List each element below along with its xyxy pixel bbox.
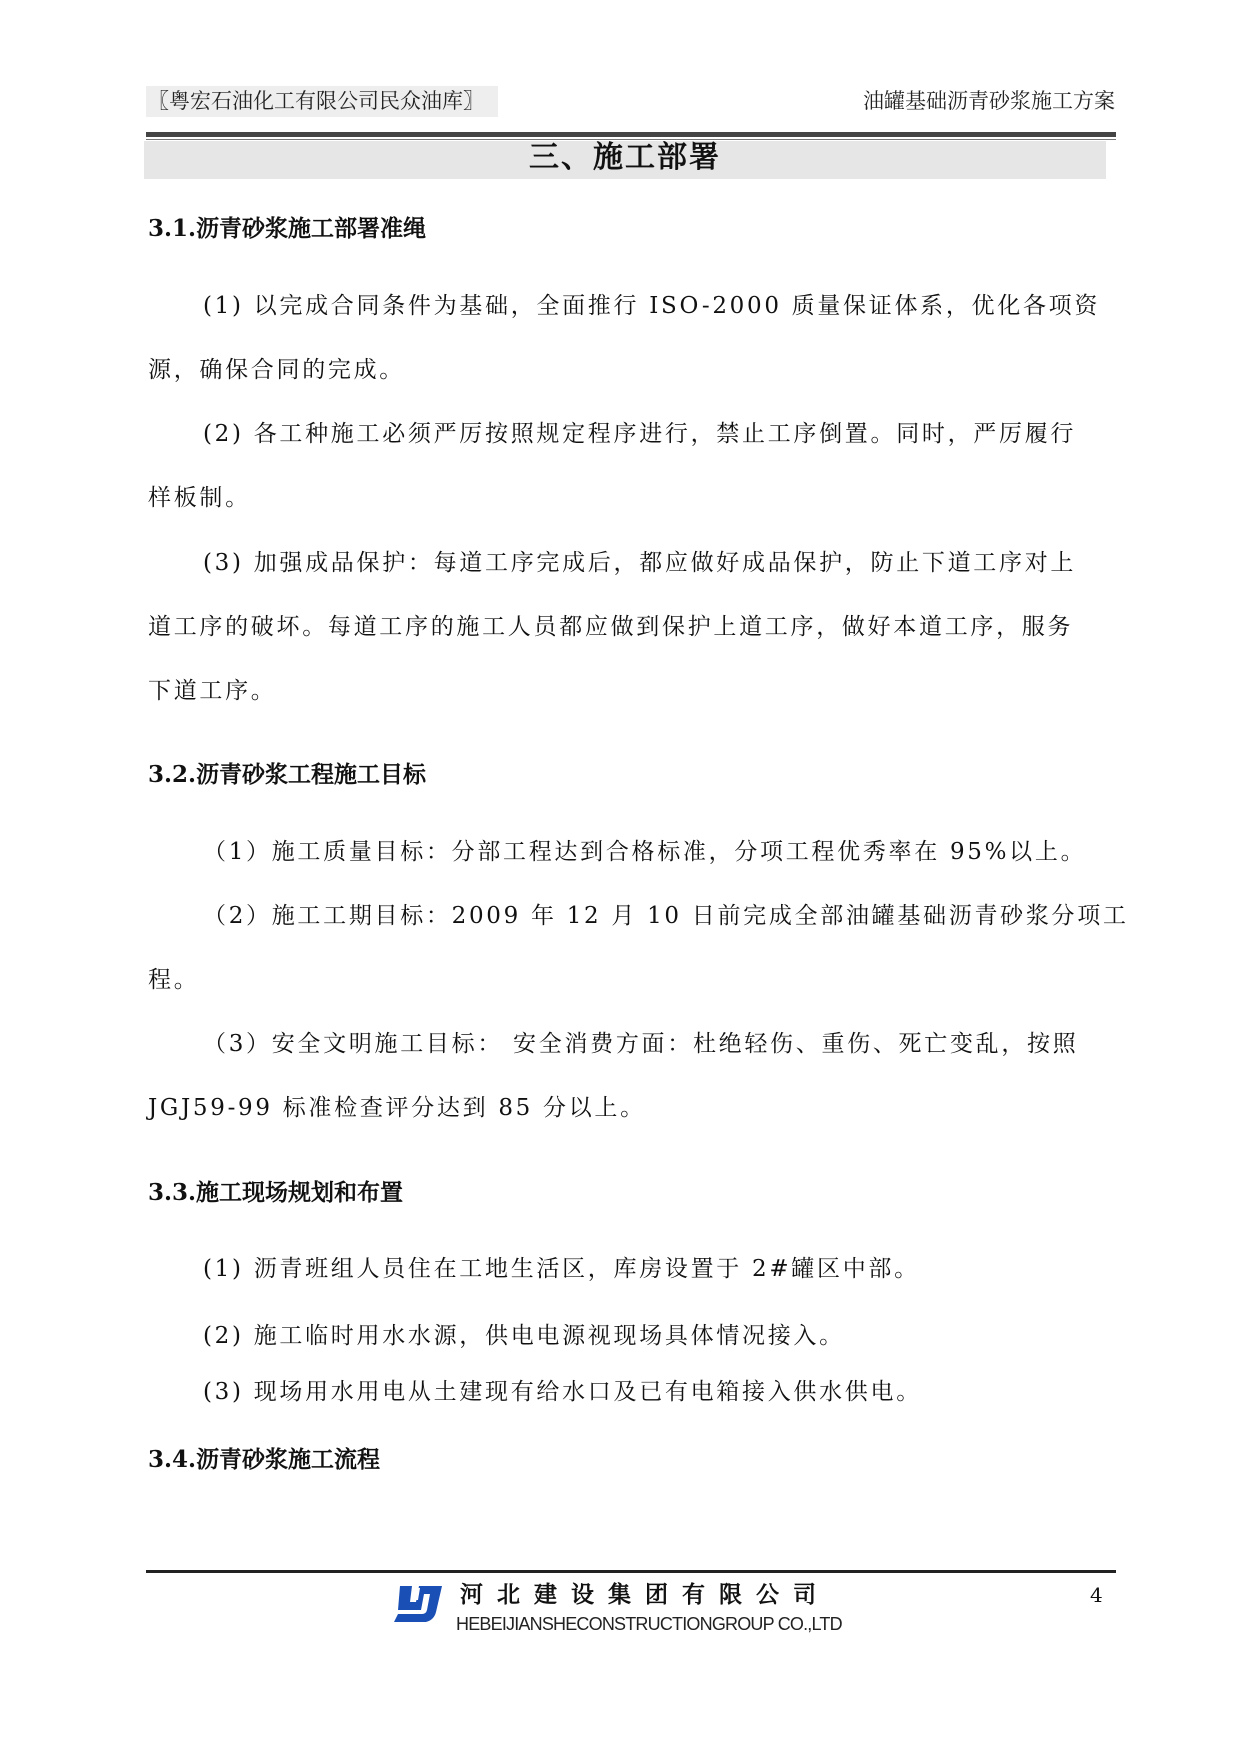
paragraph-3-3-2: (2) 施工临时用水水源，供电电源视现场具体情况接入。 (203, 1323, 845, 1349)
header-left-title: 〖粤宏石油化工有限公司民众油库〗 (146, 86, 498, 117)
paragraph-3-2-2-line2: 程。 (148, 967, 200, 993)
page-number: 4 (1090, 1583, 1103, 1607)
footer-company-cn: 河北建设集团有限公司 (460, 1582, 830, 1608)
footer-company-en: HEBEIJIANSHECONSTRUCTIONGROUP CO.,LTD (456, 1614, 842, 1634)
paragraph-3-1-1-line2: 源，确保合同的完成。 (148, 357, 405, 383)
heading-3-3: 3.3.施工现场规划和布置 (148, 1179, 404, 1206)
footer-rule (146, 1570, 1116, 1573)
paragraph-3-2-1: （1）施工质量目标：分部工程达到合格标准，分项工程优秀率在 95%以上。 (203, 839, 1087, 865)
heading-3-2: 3.2.沥青砂浆工程施工目标 (148, 761, 427, 788)
header-right-title: 油罐基础沥青砂浆施工方案 (863, 89, 1115, 113)
heading-3-1: 3.1.沥青砂浆施工部署准绳 (148, 215, 427, 242)
paragraph-3-1-2-line1: (2) 各工种施工必须严厉按照规定程序进行，禁止工序倒置。同时，严厉履行 (203, 421, 1077, 447)
paragraph-3-1-2-line2: 样板制。 (148, 485, 251, 511)
section-title: 三、施工部署 (529, 140, 721, 175)
paragraph-3-1-3-line3: 下道工序。 (148, 678, 277, 704)
heading-3-4: 3.4.沥青砂浆施工流程 (148, 1446, 381, 1473)
company-logo-icon (392, 1580, 444, 1628)
paragraph-3-2-3-line2: JGJ59-99 标准检查评分达到 85 分以上。 (148, 1095, 646, 1121)
header-rule (146, 132, 1116, 137)
paragraph-3-1-1-line1: (1) 以完成合同条件为基础，全面推行 ISO-2000 质量保证体系，优化各项资 (203, 293, 1101, 319)
paragraph-3-3-1: (1) 沥青班组人员住在工地生活区，库房设置于 2#罐区中部。 (203, 1256, 920, 1282)
paragraph-3-1-3-line1: (3) 加强成品保护：每道工序完成后，都应做好成品保护，防止下道工序对上 (203, 550, 1077, 576)
paragraph-3-2-3-line1: （3）安全文明施工目标： 安全消费方面：杜绝轻伤、重伤、死亡变乱，按照 (203, 1031, 1079, 1057)
paragraph-3-3-3: (3) 现场用水用电从土建现有给水口及已有电箱接入供水供电。 (203, 1379, 922, 1405)
paragraph-3-2-2-line1: （2）施工工期目标：2009 年 12 月 10 日前完成全部油罐基础沥青砂浆分项工 (203, 903, 1129, 929)
paragraph-3-1-3-line2: 道工序的破坏。每道工序的施工人员都应做到保护上道工序，做好本道工序，服务 (148, 614, 1074, 640)
